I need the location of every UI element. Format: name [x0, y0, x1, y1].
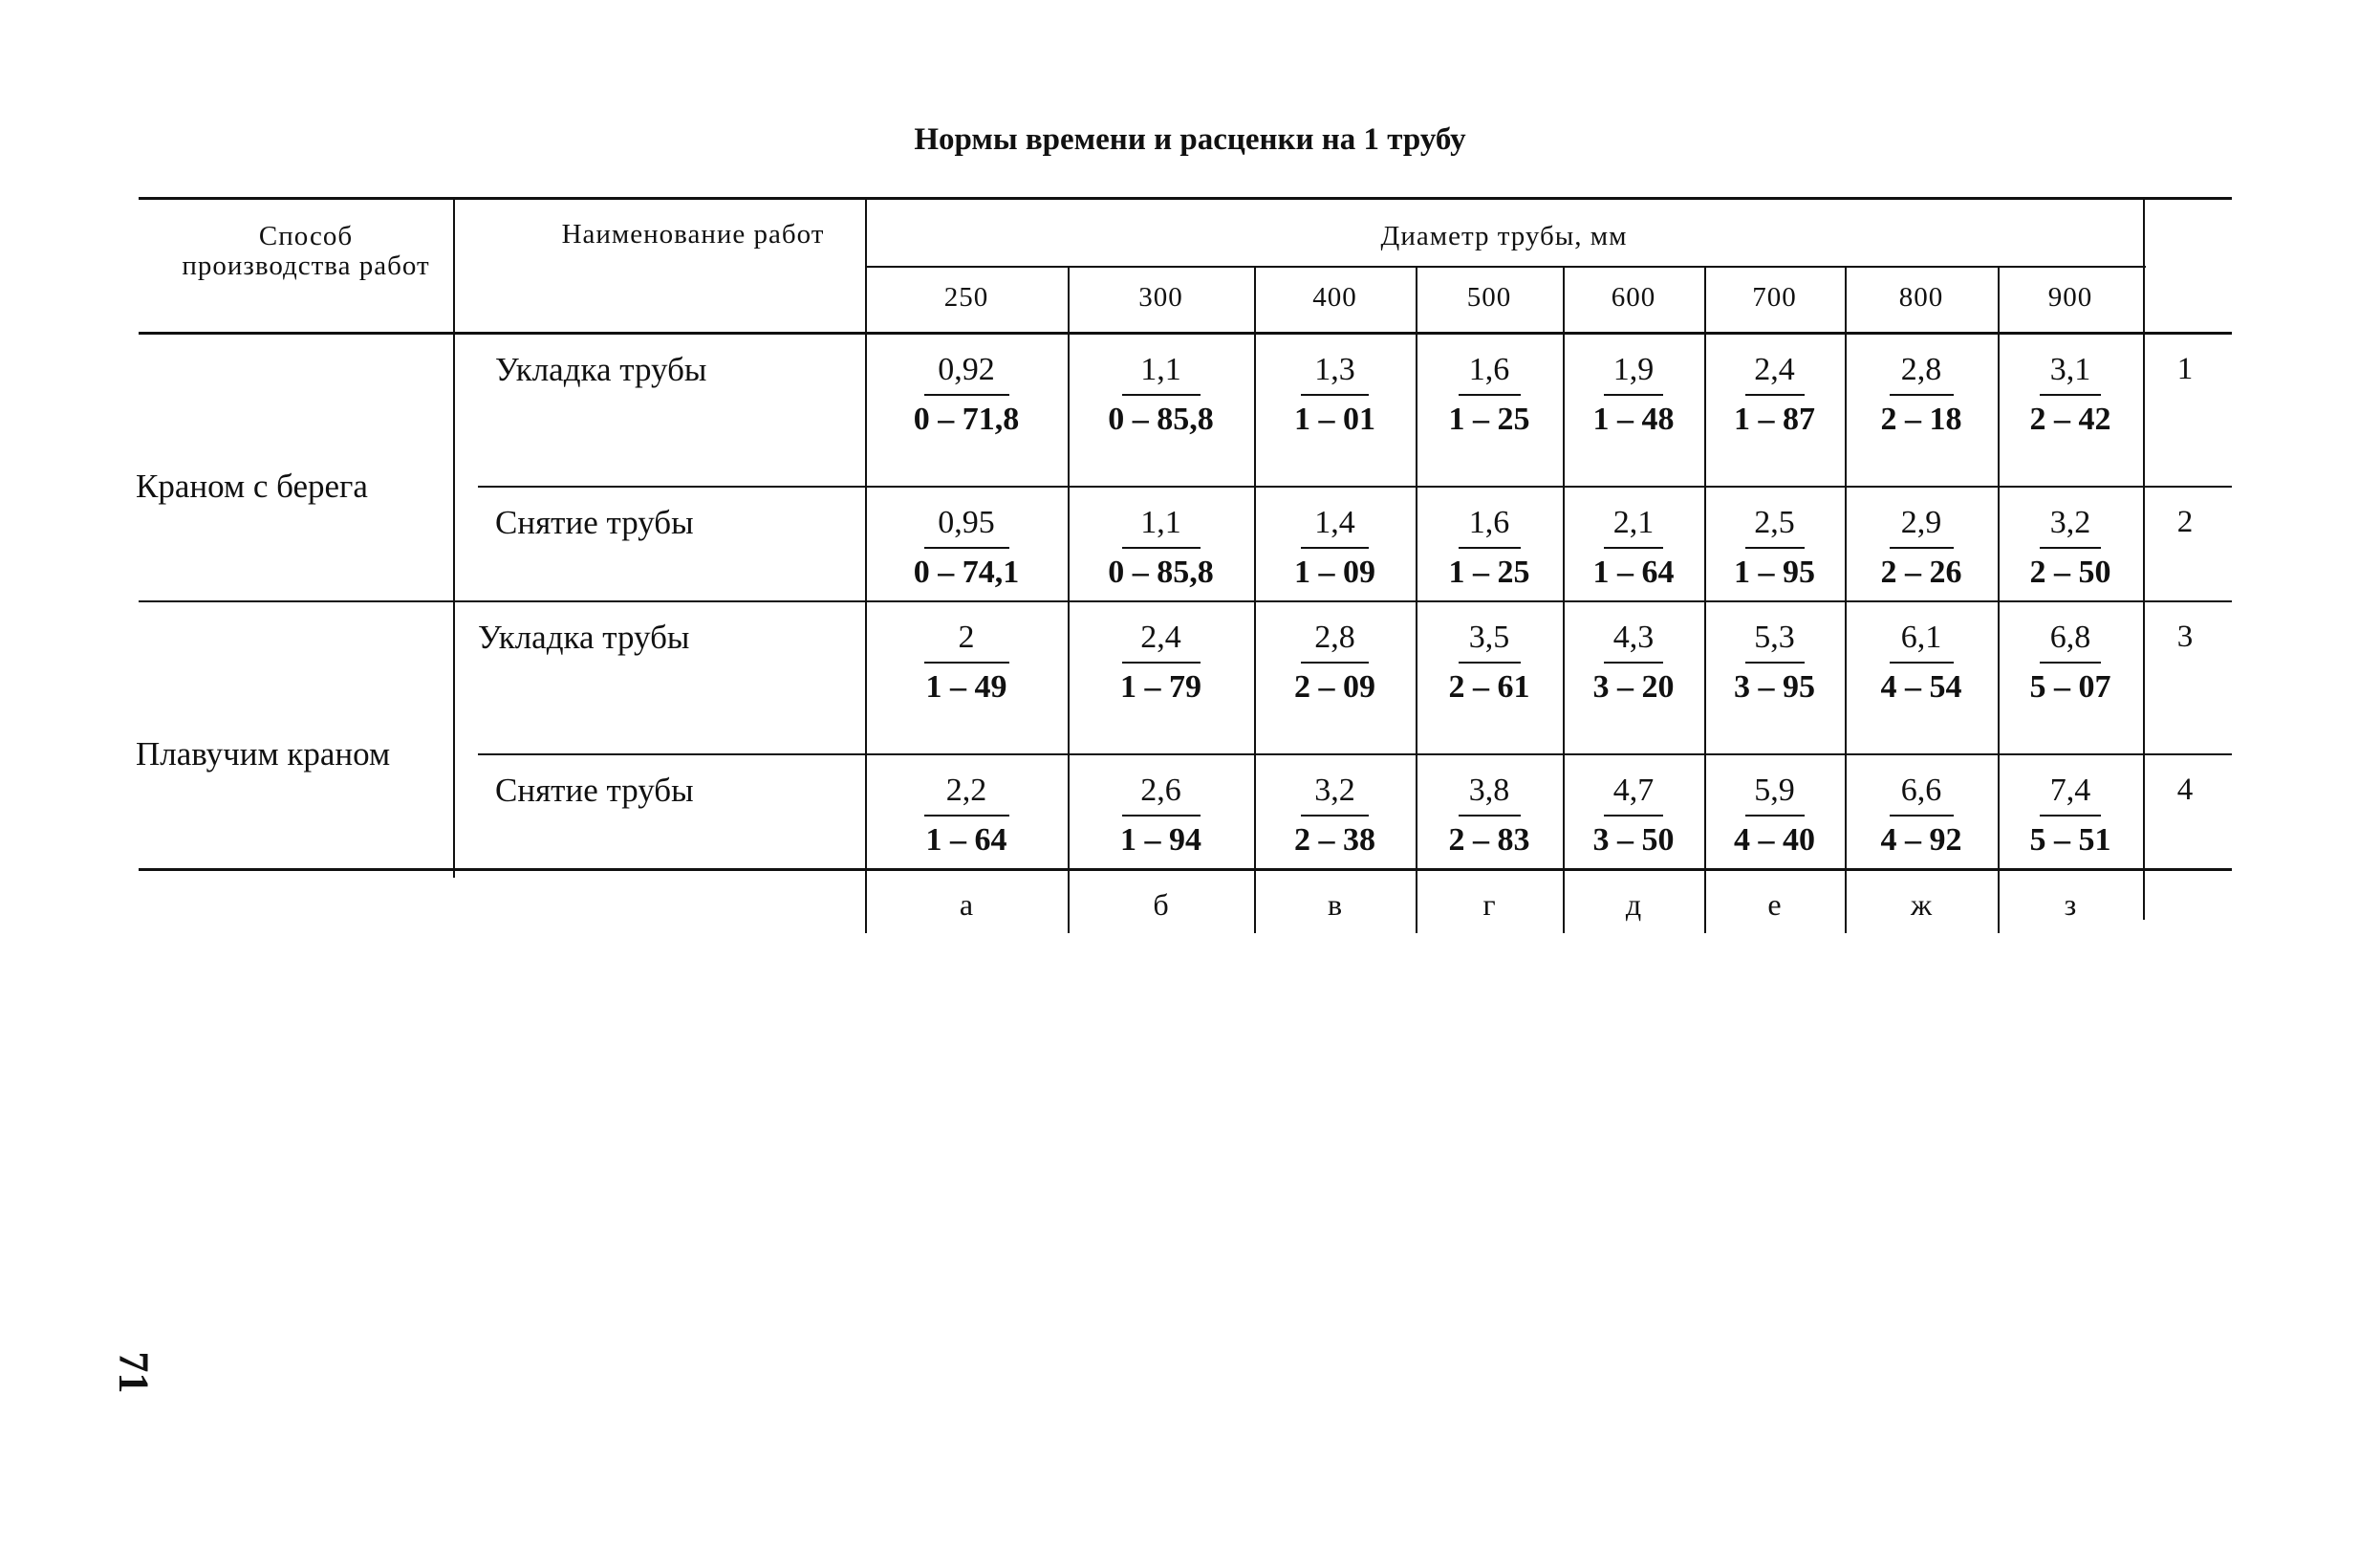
fraction-bar	[1604, 815, 1663, 817]
rate-value: 1 – 09	[1294, 555, 1375, 590]
column-letter: в	[1327, 887, 1343, 922]
norm-cell	[1998, 505, 2143, 591]
norm-cell	[1563, 505, 1704, 591]
rate-value: 1 – 94	[1120, 822, 1201, 858]
fraction-bar	[1301, 662, 1369, 664]
time-norm-value: 2,8	[1314, 620, 1355, 655]
rate-value: 2 – 38	[1294, 822, 1375, 858]
time-norm-value: 2,5	[1754, 505, 1795, 540]
work-name-row2: Снятие трубы	[495, 504, 694, 541]
work-name-row3: Укладка трубы	[478, 619, 690, 656]
rate-value: 2 – 26	[1880, 555, 1962, 590]
norm-cell	[1563, 352, 1704, 438]
norm-cell	[1845, 352, 1998, 438]
time-norm-value: 2,4	[1754, 352, 1795, 387]
diameter-column-header: 500	[1466, 282, 1512, 313]
rate-value: 1 – 48	[1592, 402, 1675, 437]
rate-value: 1 – 64	[925, 822, 1007, 858]
time-norm-value: 1,4	[1314, 505, 1355, 540]
time-norm-value: 5,9	[1754, 773, 1795, 808]
time-norm-value: 3,2	[2049, 505, 2091, 540]
norm-cell	[1704, 773, 1845, 859]
fraction-bar	[924, 547, 1009, 549]
diameter-column-header: 900	[2047, 282, 2093, 313]
fraction-bar	[1301, 815, 1369, 817]
norm-cell	[1998, 773, 2143, 859]
norm-cell	[1563, 620, 1704, 706]
fraction-bar	[1745, 547, 1805, 549]
rate-value: 1 – 25	[1448, 555, 1530, 590]
rate-value: 0 – 85,8	[1108, 555, 1214, 590]
time-norm-value: 1,9	[1612, 352, 1655, 387]
rule-row1	[478, 486, 2232, 488]
time-norm-value: 2	[958, 620, 975, 655]
time-norm-value: 6,1	[1900, 620, 1942, 655]
fraction-bar	[1122, 662, 1201, 664]
norm-cell	[1845, 620, 1998, 706]
norm-cell	[1254, 773, 1416, 859]
column-letter: а	[959, 887, 974, 922]
norm-cell	[865, 352, 1068, 438]
rate-value: 5 – 51	[2029, 822, 2111, 858]
fraction-bar	[1890, 662, 1954, 664]
norm-cell	[1416, 352, 1563, 438]
fraction-bar	[1122, 394, 1201, 396]
row-number-4: 4	[2176, 773, 2194, 807]
time-norm-value: 4,3	[1612, 620, 1655, 655]
header-diameter: Диаметр трубы, мм	[1380, 221, 1628, 251]
time-norm-value: 2,9	[1900, 505, 1942, 540]
table-title: Нормы времени и расценки на 1 трубу	[914, 122, 1466, 157]
norm-cell	[1254, 352, 1416, 438]
method-floating-crane: Плавучим краном	[136, 735, 391, 773]
rate-value: 4 – 54	[1880, 669, 1962, 705]
norm-cell	[1845, 773, 1998, 859]
rate-value: 2 – 50	[2029, 555, 2111, 590]
time-norm-value: 3,2	[1314, 773, 1355, 808]
rate-value: 2 – 42	[2029, 402, 2111, 437]
rate-value: 4 – 40	[1734, 822, 1815, 858]
rate-value: 2 – 09	[1294, 669, 1375, 705]
rate-value: 5 – 07	[2029, 669, 2111, 705]
norm-cell	[1704, 505, 1845, 591]
header-work: Наименование работ	[561, 219, 825, 250]
diameter-column-header: 250	[943, 282, 989, 313]
fraction-bar	[1459, 815, 1521, 817]
fraction-bar	[2040, 662, 2101, 664]
time-norm-value: 2,4	[1140, 620, 1181, 655]
time-norm-value: 6,8	[2049, 620, 2091, 655]
rate-value: 2 – 61	[1448, 669, 1530, 705]
fraction-bar	[1890, 547, 1954, 549]
fraction-bar	[1890, 394, 1954, 396]
work-name-row4: Снятие трубы	[495, 772, 694, 809]
diameter-column-header: 700	[1752, 282, 1797, 313]
fraction-bar	[1745, 662, 1805, 664]
rate-value: 2 – 83	[1448, 822, 1530, 858]
time-norm-value: 3,8	[1468, 773, 1510, 808]
time-norm-value: 3,5	[1468, 620, 1510, 655]
norm-cell	[1563, 773, 1704, 859]
time-norm-value: 5,3	[1754, 620, 1795, 655]
diameter-column-header: 600	[1611, 282, 1656, 313]
time-norm-value: 7,4	[2049, 773, 2091, 808]
column-letter: г	[1482, 887, 1496, 922]
rule-row3	[478, 753, 2232, 755]
rate-value: 0 – 71,8	[913, 402, 1020, 437]
time-norm-value: 1,6	[1468, 505, 1510, 540]
fraction-bar	[2040, 547, 2101, 549]
rate-value: 3 – 95	[1734, 669, 1815, 705]
fraction-bar	[1604, 662, 1663, 664]
header-method: Способ производства работ	[182, 221, 430, 282]
norm-cell	[1416, 505, 1563, 591]
diameter-column-header: 400	[1312, 282, 1357, 313]
fraction-bar	[1745, 815, 1805, 817]
time-norm-value: 2,2	[945, 773, 987, 808]
rate-value: 1 – 79	[1120, 669, 1201, 705]
norm-cell	[1704, 620, 1845, 706]
time-norm-value: 4,7	[1612, 773, 1655, 808]
norm-cell	[865, 505, 1068, 591]
norm-cell	[865, 773, 1068, 859]
time-norm-value: 1,3	[1314, 352, 1355, 387]
norm-cell	[1998, 352, 2143, 438]
rate-value: 0 – 74,1	[913, 555, 1020, 590]
norm-cell	[1254, 505, 1416, 591]
rate-value: 1 – 95	[1734, 555, 1815, 590]
norm-cell	[1416, 620, 1563, 706]
time-norm-value: 2,1	[1612, 505, 1655, 540]
time-norm-value: 6,6	[1900, 773, 1942, 808]
fraction-bar	[1459, 662, 1521, 664]
fraction-bar	[924, 662, 1009, 664]
fraction-bar	[924, 394, 1009, 396]
fraction-bar	[1301, 547, 1369, 549]
rule-diameter	[865, 266, 2146, 268]
rule-v-method	[453, 197, 455, 878]
column-letter: д	[1625, 887, 1642, 922]
diameter-column-header: 800	[1898, 282, 1944, 313]
fraction-bar	[1301, 394, 1369, 396]
column-letter: е	[1767, 887, 1782, 922]
method-shore-crane: Краном с берега	[136, 468, 368, 505]
row-number-1: 1	[2176, 352, 2194, 386]
fraction-bar	[1604, 394, 1663, 396]
diameter-column-header: 300	[1138, 282, 1183, 313]
time-norm-value: 0,92	[938, 352, 995, 387]
norm-cell	[1998, 620, 2143, 706]
page-number: 71	[110, 1351, 158, 1394]
fraction-bar	[924, 815, 1009, 817]
time-norm-value: 1,1	[1140, 352, 1181, 387]
column-letter: з	[2064, 887, 2077, 922]
norm-cell	[865, 620, 1068, 706]
norm-cell	[1068, 773, 1254, 859]
rate-value: 1 – 49	[925, 669, 1007, 705]
norm-cell	[1254, 620, 1416, 706]
norm-cell	[1068, 620, 1254, 706]
row-number-3: 3	[2176, 620, 2194, 654]
fraction-bar	[1459, 394, 1521, 396]
norm-cell	[1068, 505, 1254, 591]
row-number-2: 2	[2176, 505, 2194, 539]
fraction-bar	[1604, 547, 1663, 549]
norm-cell	[1845, 505, 1998, 591]
rate-value: 0 – 85,8	[1108, 402, 1214, 437]
rate-value: 1 – 01	[1294, 402, 1375, 437]
rate-value: 3 – 20	[1592, 669, 1675, 705]
time-norm-value: 2,8	[1900, 352, 1942, 387]
rate-value: 4 – 92	[1880, 822, 1962, 858]
fraction-bar	[1745, 394, 1805, 396]
norm-cell	[1704, 352, 1845, 438]
time-norm-value: 0,95	[938, 505, 995, 540]
column-letter: б	[1153, 887, 1169, 922]
rule-v-num	[2143, 197, 2145, 920]
rate-value: 3 – 50	[1592, 822, 1675, 858]
work-name-row1: Укладка трубы	[495, 351, 707, 388]
norm-cell	[1416, 773, 1563, 859]
time-norm-value: 1,1	[1140, 505, 1181, 540]
rate-value: 2 – 18	[1880, 402, 1962, 437]
time-norm-value: 2,6	[1140, 773, 1181, 808]
rate-value: 1 – 25	[1448, 402, 1530, 437]
fraction-bar	[1122, 815, 1201, 817]
time-norm-value: 1,6	[1468, 352, 1510, 387]
fraction-bar	[1890, 815, 1954, 817]
norm-cell	[1068, 352, 1254, 438]
fraction-bar	[2040, 815, 2101, 817]
fraction-bar	[1459, 547, 1521, 549]
fraction-bar	[2040, 394, 2101, 396]
time-norm-value: 3,1	[2049, 352, 2091, 387]
column-letter: ж	[1910, 887, 1933, 922]
fraction-bar	[1122, 547, 1201, 549]
rate-value: 1 – 64	[1592, 555, 1675, 590]
rate-value: 1 – 87	[1734, 402, 1815, 437]
